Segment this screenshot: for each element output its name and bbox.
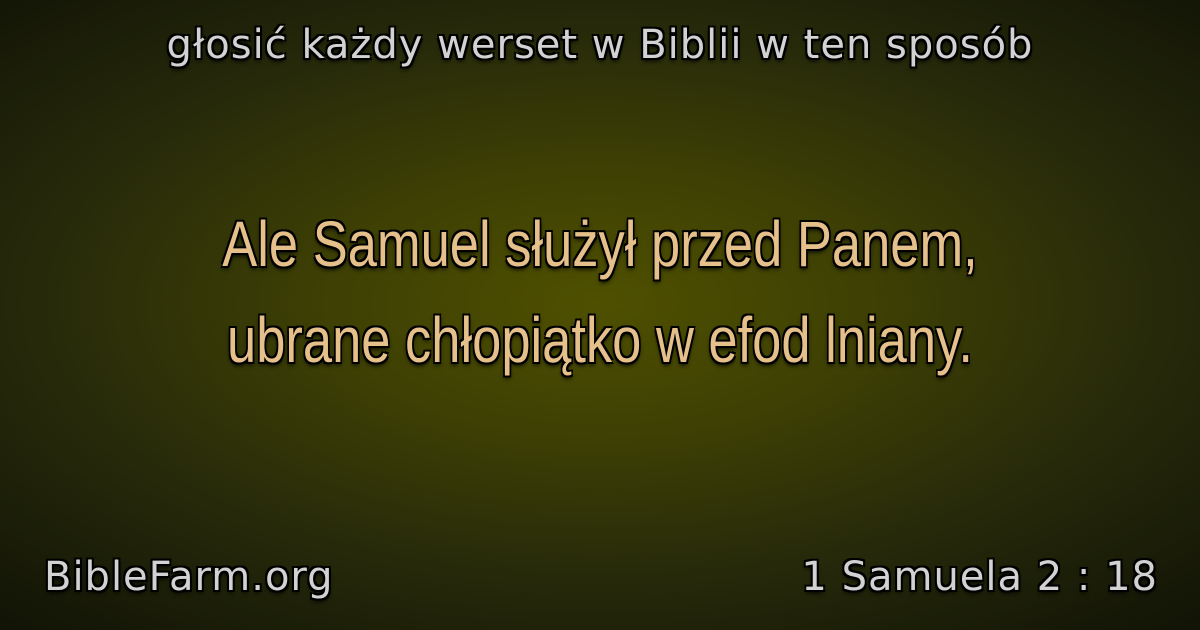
verse-text [108, 196, 1092, 388]
site-name: BibleFarm.org [44, 554, 334, 600]
verse-line: Ale Samuel służył przed Panem, [222, 208, 978, 280]
verse-reference: 1 Samuela 2 : 18 [801, 554, 1158, 600]
tagline: głosić każdy werset w Biblii w ten sposób [166, 22, 1034, 68]
verse-line: ubrane chłopiątko w efod lniany. [227, 304, 973, 376]
